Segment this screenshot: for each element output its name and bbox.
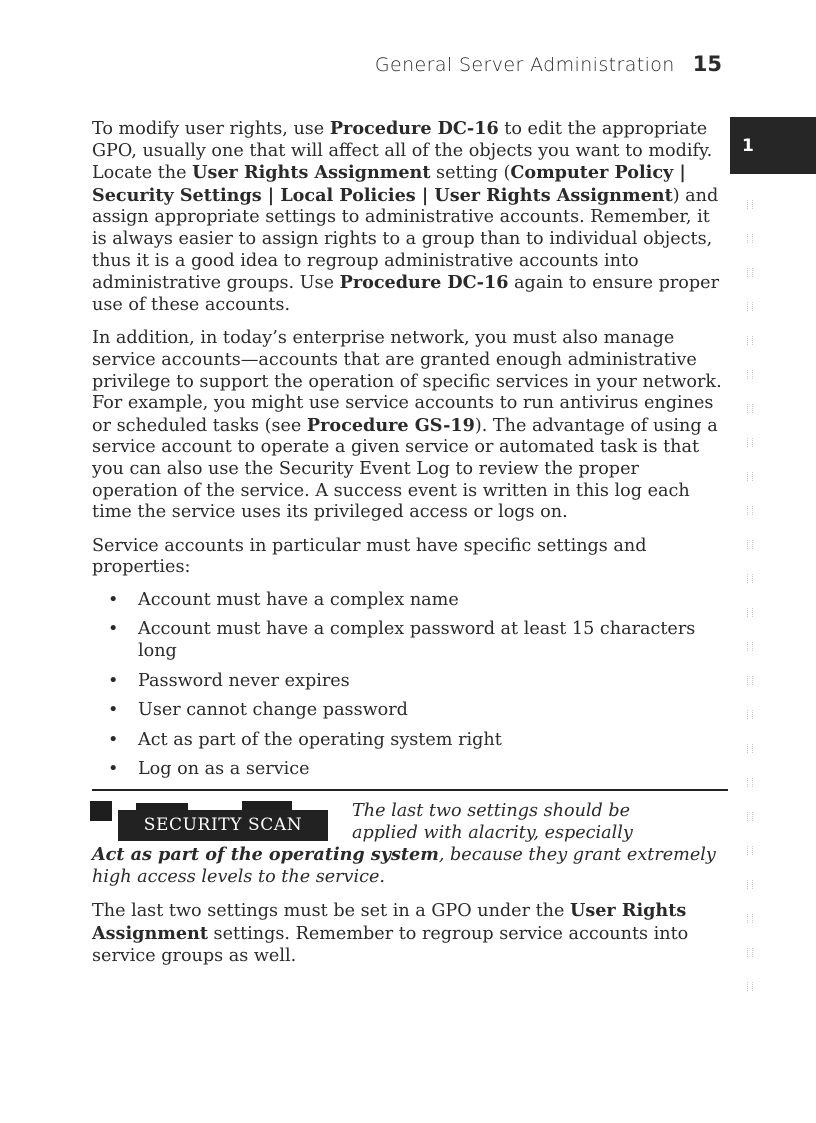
edge-mark [747, 880, 753, 889]
procedure-reference: Procedure GS-19 [306, 414, 475, 436]
list-item-text: Log on as a service [138, 759, 310, 780]
text-run: The last two settings must be set in a GPO under the [92, 901, 570, 922]
running-head [0, 52, 722, 76]
edge-mark [747, 676, 753, 685]
edge-mark [747, 370, 753, 379]
callout-line: applied with alacrity, especially [352, 822, 633, 843]
text-run: again to ensure proper use of these accounts. [92, 273, 719, 315]
setting-name: User Rights Assignment [92, 900, 687, 944]
list-item-text: User cannot change password [138, 700, 408, 721]
chapter-number: 1 [742, 136, 754, 156]
edge-mark [747, 404, 753, 413]
edge-mark [747, 744, 753, 753]
list-item [92, 759, 728, 781]
edge-mark [747, 540, 753, 549]
page-number: 15 [692, 52, 722, 76]
edge-mark [747, 948, 753, 957]
procedure-reference: Procedure DC-16 [329, 118, 499, 139]
edge-mark [747, 574, 753, 583]
security-scan-label: SECURITY SCAN [118, 810, 328, 841]
edge-mark [747, 472, 753, 481]
bullet-icon: • [108, 589, 119, 610]
bullet-icon: • [108, 670, 119, 691]
edge-mark [747, 982, 753, 991]
bullet-icon: • [108, 759, 119, 780]
list-item-text: Account must have a complex password at least 15 characters long [138, 619, 696, 662]
setting-name: User Rights Assignment [192, 162, 431, 184]
paragraph-user-rights [92, 118, 728, 316]
section-divider [92, 789, 728, 791]
edge-mark [747, 846, 753, 855]
badge-decoration [90, 801, 112, 821]
list-item-text: Act as part of the operating system right [138, 729, 502, 750]
list-item [92, 730, 728, 752]
list-item-text: Password never expires [138, 670, 350, 691]
callout-emphasis: Act as part of the operating system [92, 844, 439, 866]
security-scan-badge [90, 801, 330, 851]
list-item-text: Account must have a complex name [138, 589, 459, 610]
text-run: setting ( [430, 163, 511, 184]
edge-mark [747, 608, 753, 617]
paragraph-settings-intro: Service accounts in particular must have specific settings and properties: [92, 535, 647, 578]
paragraph-service-accounts [92, 328, 728, 523]
edge-mark [747, 302, 753, 311]
security-scan-callout [92, 801, 728, 888]
text-run: settings. Remember to regroup service accounts into service groups as well. [92, 924, 689, 966]
edge-mark [747, 710, 753, 719]
bullet-icon: • [108, 700, 119, 721]
text-run: to edit the appropriate GPO, usually one that will affect all of the objects you want to modify. Locate the [92, 119, 713, 184]
edge-mark [747, 234, 753, 243]
paragraph-gpo-settings [92, 900, 728, 967]
edge-mark [747, 642, 753, 651]
callout-line: , because they grant extremely high access levels to the service. [92, 845, 716, 887]
text-run: In addition, in today’s enterprise network, you must also manage service accounts—accounts that are granted enough administrative privilege to support the operation of specific services in your network. For example, you might use service accounts to run antivirus engines or scheduled tasks (see [92, 328, 722, 436]
callout-line: The last two settings should be [352, 801, 631, 822]
section-title: General Server Administration [374, 54, 675, 76]
edge-mark [747, 914, 753, 923]
edge-mark [747, 506, 753, 515]
edge-mark [747, 268, 753, 277]
bullet-icon: • [108, 729, 119, 750]
bullet-icon: • [108, 619, 119, 640]
edge-mark [747, 812, 753, 821]
edge-mark [747, 336, 753, 345]
chapter-tab [730, 117, 816, 174]
page-body [92, 118, 728, 967]
list-item [92, 671, 728, 693]
text-run: To modify user rights, use [92, 119, 330, 139]
text-run: ) and assign appropriate settings to administrative accounts. Remember, it is always easier to assign rights to a group than to individual objects, thus it is a good idea to regroup administrative accounts into administrative groups. Use [92, 185, 719, 294]
policy-path: Computer Policy | Security Settings | Local Policies | User Rights Assignment [92, 162, 686, 206]
settings-list [92, 590, 728, 781]
edge-mark [747, 778, 753, 787]
text-run: ). The advantage of using a service account to operate a given service or automated task is that you can also use the Security Event Log to review the proper operation of the service. A success event is written in this log each time the service uses its privileged access or logs on. [92, 415, 718, 523]
list-item [92, 590, 728, 612]
procedure-reference: Procedure DC-16 [339, 272, 509, 294]
edge-mark [747, 200, 753, 209]
edge-mark [747, 438, 753, 447]
list-item [92, 619, 728, 662]
list-item [92, 700, 728, 722]
